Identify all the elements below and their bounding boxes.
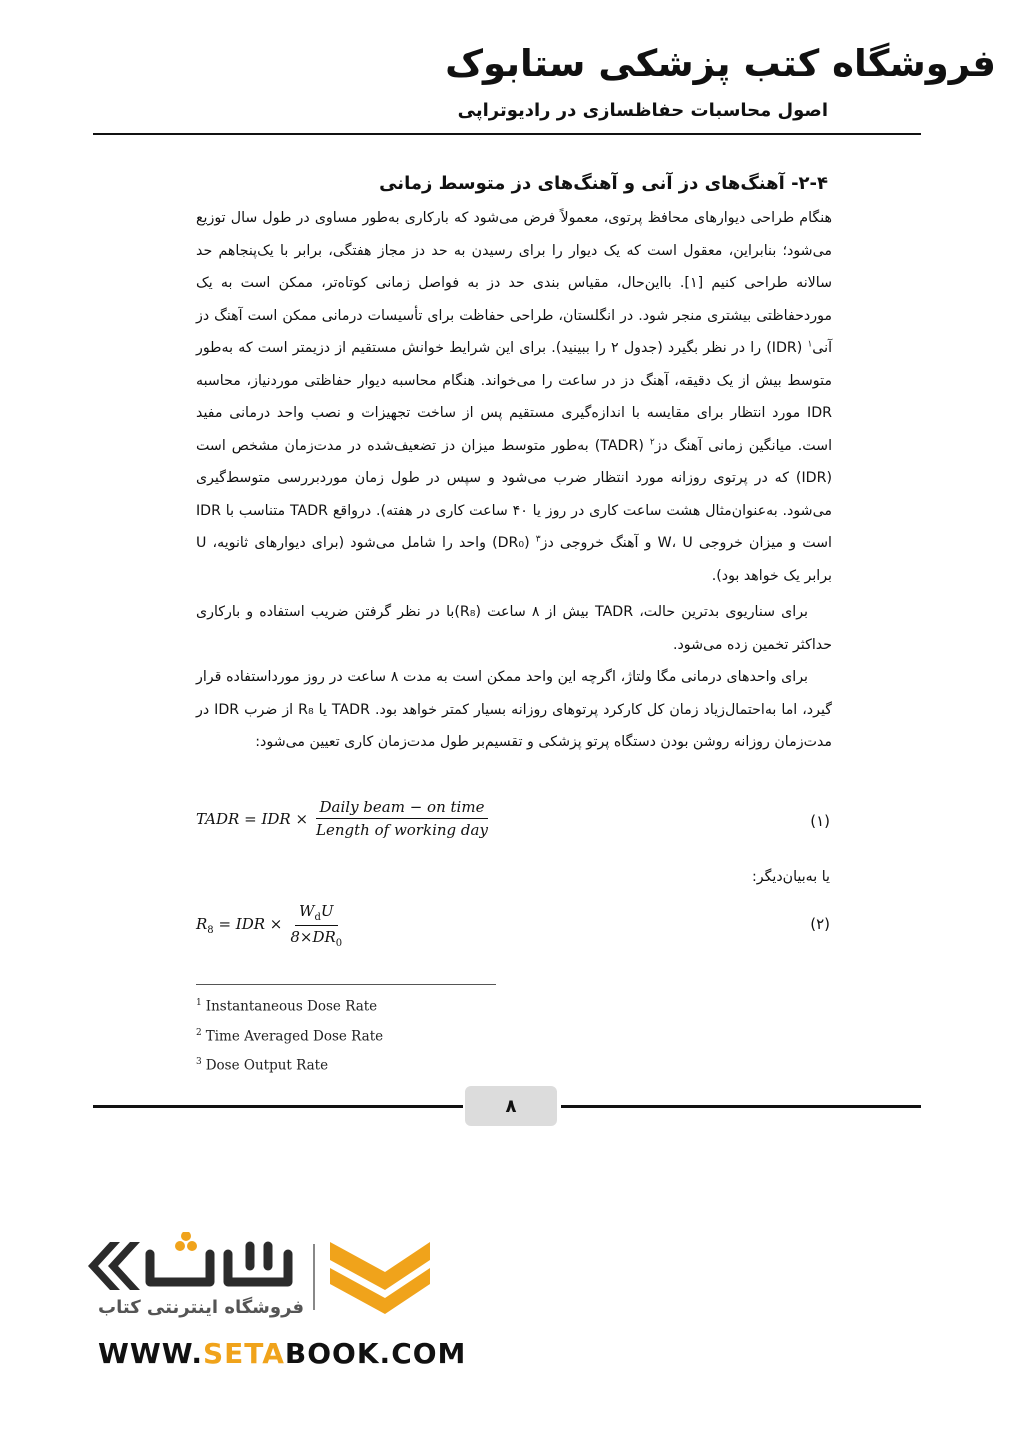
footnote-ref-3: ۳ [535,534,541,545]
paragraph-1 [196,202,832,592]
footnote-1-mark: 1 [196,998,202,1008]
formula-2-numerator-symbol: W [299,902,315,920]
formula-2-denominator-subscript: 0 [335,938,343,949]
paragraph-2: برای سناریوی بدترین حالت، TADR بیش از ۸ ساعت (R₈)با در نظر گرفتن ضریب استفاده و بارکاری حداکثر تخمین زده می‌شود. [196,604,832,653]
logo-orange-dots [175,1232,197,1251]
footnote-2-text: Time Averaged Dose Rate [205,1028,384,1044]
footer-divider-left [93,1105,463,1108]
logo-caption: فروشگاه اینترنتی کتاب [98,1297,305,1318]
paragraph-1-part-3: (TADR) به‌طور متوسط میزان دز تضعیف‌شده در مدت‌زمان مشخص است (IDR) که در پرتوی روزانه مورد انتظار ضرب می‌شود و سپس در طول زمان موردبررسی متوسط‌گیری می‌شود. به‌عنوان‌مثال هشت ساعت کاری در روز یا ۴۰ ساعت کاری در هفته). درواقع TADR متناسب با IDR است و میزان خروجی W، U و آهنگ خروجی دز [196,437,832,551]
formula-2-denominator [286,926,346,949]
equation-number-1: (۱) [810,812,830,830]
logo-book-chevron-icon [330,1242,430,1314]
formula-2-numerator [295,902,337,926]
footnote-3-mark: 3 [196,1057,202,1067]
book-subtitle: اصول محاسبات حفاظسازی در رادیوتراپی [457,100,828,121]
footnote-1-text: Instantaneous Dose Rate [205,998,378,1015]
formula-2-fraction [286,902,346,949]
formula-2-denominator-symbol: 8×DR [290,928,336,946]
logo-chevrons-icon [88,1242,140,1290]
formula-1-lhs: TADR = IDR × [196,809,309,828]
page-number: ۸ [465,1086,557,1126]
formula-2-equals: = IDR × [213,915,283,933]
logo-wordmark [150,1246,288,1282]
equation-number-2: (۲) [810,915,830,933]
paragraph-1-part-1: هنگام طراحی دیوارهای محافظ پرتوی، معمولاً فرض می‌شود که بارکاری به‌طور مساوی در طول سال توزیع می‌شود؛ بنابراین، معقول است که یک دیوار را برای رسیدن به حد دز مجاز هفتگی، برابر با یک‌پنجاهم حد سالانه طراحی کنیم [۱]. بااین‌حال، مقیاس بندی حد دز به فواصل زمانی کوتاه‌تر، ممکن است به یک موردحفاظتی بیشتری منجر شود. در انگلستان، طراحی حفاظت برای تأسیسات درمانی ممکن است آهنگ دز آنی [196,210,833,356]
paragraph-3: برای واحدهای درمانی مگا ولتاژ، اگرچه این واحد ممکن است به مدت ۸ ساعت در روز مورداستفاده قرار گیرد، اما به‌احتمال‌زیاد زمان کل کارکرد پرتوهای روزانه بسیار کمتر خواهد بود. TADR یا R₈ از ضرب IDR در مدت‌زمان روزانه روشن بودن دستگاه پرتو پزشکی و تقسیم‌بر طول مدت‌زمان کاری تعیین می‌شود: [196,669,832,750]
website-prefix: WWW. [98,1337,204,1370]
footnote-ref-2: ۲ [649,436,655,447]
footnote-2 [196,1020,383,1050]
website-url [98,1337,466,1370]
footnotes [196,990,383,1079]
footnote-1 [196,990,383,1020]
formula-2-numerator-tail: U [320,902,334,920]
footnote-ref-1: ۱ [807,339,813,350]
formula-2 [196,902,346,949]
website-suffix: BOOK.COM [284,1337,467,1370]
paragraph-1-part-4: (DR₀) واحد را شامل می‌شود (برای دیوارهای ثانویه، U برابر یک خواهد بود). [196,535,832,584]
formula-2-lhs-subscript: 8 [207,925,214,936]
formula-2-lhs [196,915,282,936]
section-heading: ۲-۴- آهنگ‌های دز آنی و آهنگ‌های دز متوسط زمانی [379,173,828,194]
footnote-3-text: Dose Output Rate [205,1057,329,1074]
footnote-2-mark: 2 [196,1027,202,1038]
footnote-3 [196,1049,383,1079]
header-divider [93,133,921,135]
paragraph-1-part-2: (IDR) را در نظر بگیرد (جدول ۲ را ببینید). برای این شرایط خوانش مستقیم از دزیمتر است که به‌طور متوسط بیش از یک دقیقه، آهنگ دز در ساعت را می‌خواند. هنگام محاسبه دیوار حفاظتی موردنیاز، محاسبه IDR مورد انتظار برای مقایسه با اندازه‌گیری مستقیم پس از ساخت تجهیزات و نصب واحد درمانی مفید است. میانگین زمانی آهنگ دز [196,340,833,454]
footnote-divider [196,984,496,985]
formula-1-fraction [312,798,492,839]
footer-divider-right [561,1105,921,1108]
formula-2-numerator-subscript: d [314,912,321,923]
or-text: یا به‌بیان‌دیگر: [751,869,830,885]
formula-2-lhs-symbol: R [196,915,208,933]
formula-1 [196,798,492,839]
website-accent: SETA [203,1337,285,1370]
store-title: فروشگاه کتب پزشکی ستابوک [445,42,996,85]
formula-1-numerator: Daily beam − on time [316,798,489,819]
formula-1-denominator: Length of working day [316,821,488,839]
